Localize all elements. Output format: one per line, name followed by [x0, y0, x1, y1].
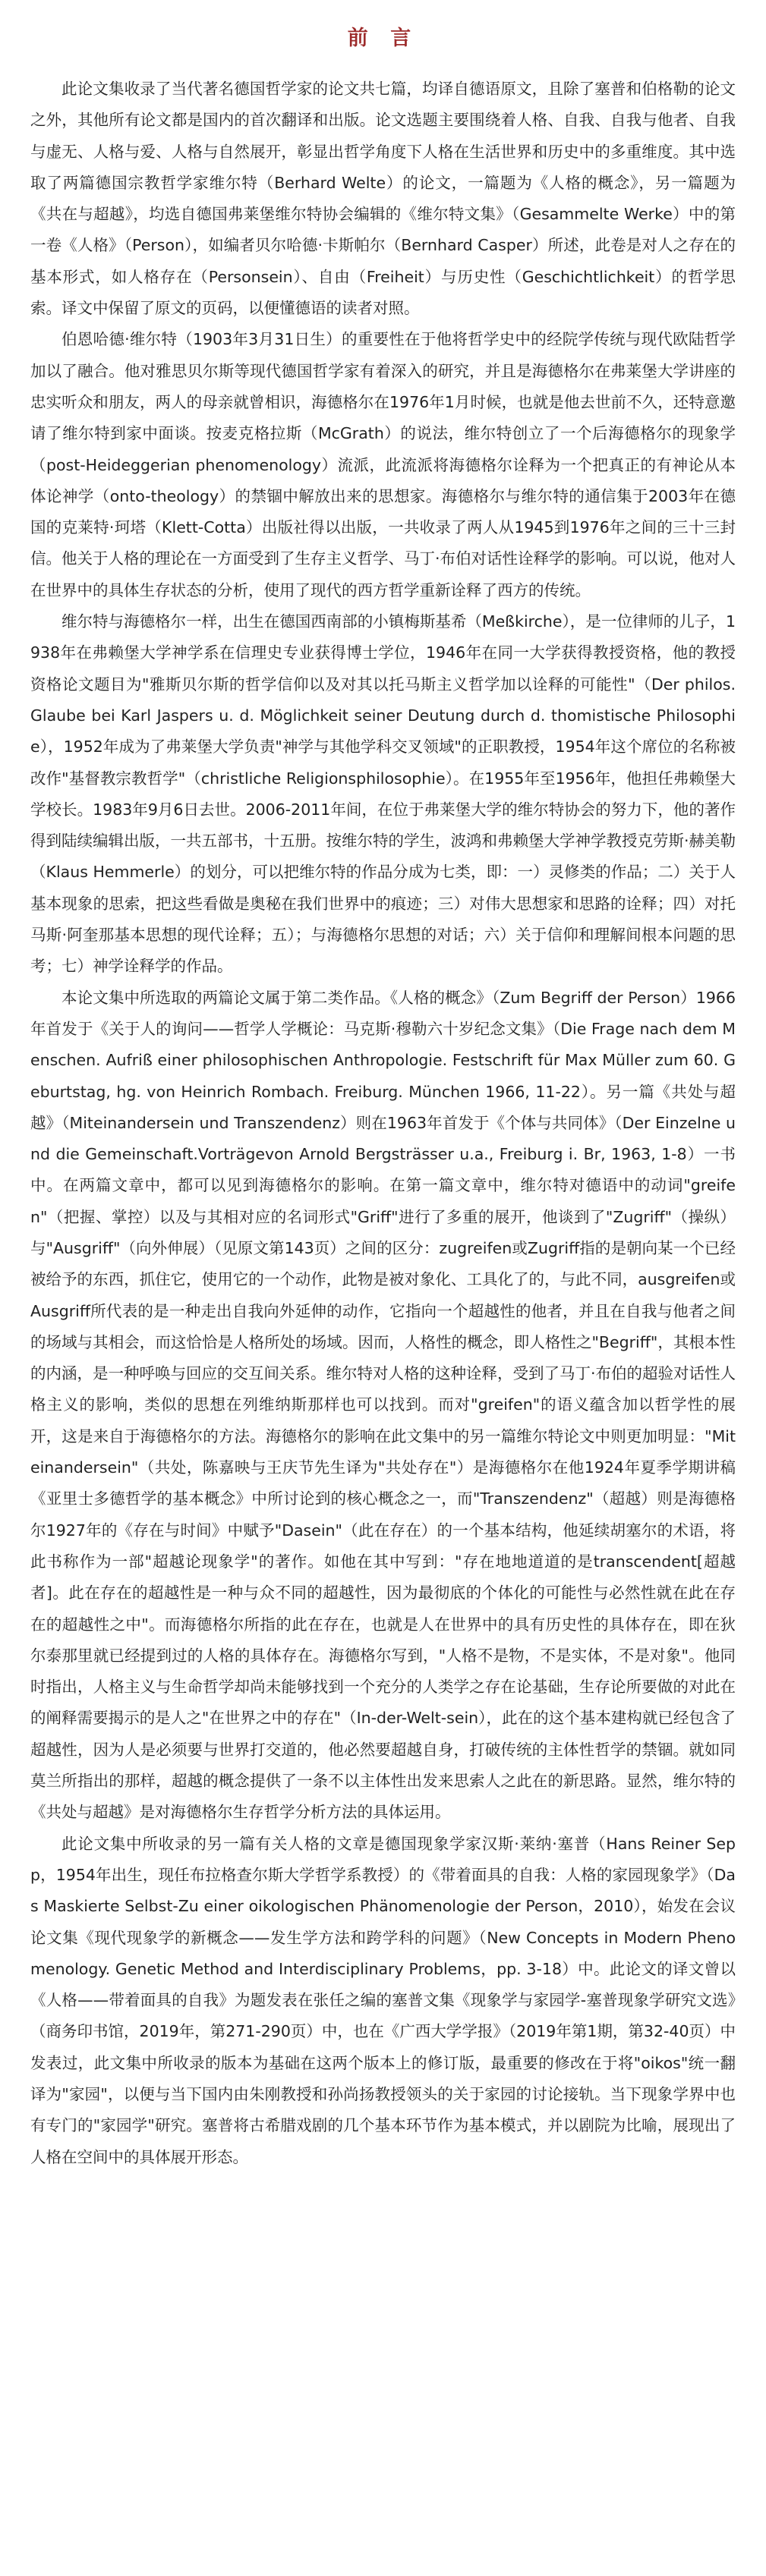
preface-body — [30, 74, 736, 2173]
page-title: 前 言 — [347, 27, 419, 50]
paragraph-5: 此论文集中所收录的另一篇有关人格的文章是德国现象学家汉斯·莱纳·塞普（Hans Reiner Sepp，1954年出生，现任布拉格查尔斯大学哲学系教授）的《带着面具的自我：人格的家园现象学》（Das Maskierte Selbst-Zu einer oikologischen Phänomenologie der Person，2010），始发在会议论文集《现代现象学的新概念——发生学方法和跨学科的问题》（New Concepts in Modern Phenomenology. Genetic Method and Interdisciplinary Problems，pp. 3-18）中。此论文的译文曾以《人格——带着面具的自我》为题发表在张任之编的塞普文集《现象学与家园学-塞普现象学研究文选》（商务印书馆，2019年，第271-290页）中，也在《广西大学学报》（2019年第1期，第32-40页）中发表过，此文集中所收录的版本为基础在这两个版本上的修订版，最重要的修改在于将"oikos"统一翻译为"家园"，以便与当下国内由朱刚教授和孙尚扬教授领头的关于家园的讨论接轨。当下现象学界中也有专门的"家园学"研究。塞普将古希腊戏剧的几个基本环节作为基本模式，并以剧院为比喻，展现出了人格在空间中的具体展开形态。 — [30, 1834, 736, 2166]
paragraph-4: 本论文集中所选取的两篇论文属于第二类作品。《人格的概念》（Zum Begriff der Person）1966年首发于《关于人的询问——哲学人学概论：马克斯·穆勒六十岁纪念文集》（Die Frage nach dem Menschen. Aufriß einer philosophischen Anthropologie. Festschrift für Max Müller zum 60. Geburtstag, hg. von Heinrich Rombach. Freiburg. München 1966, 11-22）。另一篇《共处与超越》（Miteinandersein und Transzendenz）则在1963年首发于《个体与共同体》（Der Einzelne und die Gemeinschaft.Vorträgevon Arnold Bergsträsser u.a., Freiburg i. Br, 1963, 1-8）一书中。在两篇文章中，都可以见到海德格尔的影响。在第一篇文章中，维尔特对德语中的动词"greifen"（把握、掌控）以及与其相对应的名词形式"Griff"进行了多重的展开，他谈到了"Zugriff"（操纵）与"Ausgriff"（向外伸展）（见原文第143页）之间的区分：zugreifen或Zugriff指的是朝向某一个已经被给予的东西，抓住它，使用它的一个动作，此物是被对象化、工具化了的，与此不同，ausgreifen或Ausgriff所代表的是一种走出自我向外延伸的动作，它指向一个超越性的他者，并且在自我与他者之间的场域与其相会，而这恰恰是人格所处的场域。因而，人格性的概念，即人格性之"Begriff"，其根本性的内涵，是一种呼唤与回应的交互间关系。维尔特对人格的这种诠释，受到了马丁·布伯的超验对话性人格主义的影响，类似的思想在列维纳斯那样也可以找到。而对"greifen"的语义蕴含加以哲学性的展开，这是来自于海德格尔的方法。海德格尔的影响在此文集中的另一篇维尔特论文中则更加明显："Miteinandersein"（共处，陈嘉映与王庆节先生译为"共处存在"）是海德格尔在他1924年夏季学期讲稿《亚里士多德哲学的基本概念》中所讨论到的核心概念之一，而"Transzendenz"（超越）则是海德格尔1927年的《存在与时间》中赋予"Dasein"（此在存在）的一个基本结构，他延续胡塞尔的术语，将此书称作为一部"超越论现象学"的著作。如他在其中写到："存在地地道道的是transcendent[超越者]。此在存在的超越性是一种与众不同的超越性，因为最彻底的个体化的可能性与必然性就在此在存在的超越性之中"。而海德格尔所指的此在存在，也就是人在世界中的具有历史性的具体存在，即在狄尔泰那里就已经提到过的人格的具体存在。海德格尔写到，"人格不是物，不是实体，不是对象"。他同时指出，人格主义与生命哲学却尚未能够找到一个充分的人类学之存在论基础，生存论所要做的对此在的阐释需要揭示的是人之"在世界之中的存在"（In-der-Welt-sein），此在的这个基本建构就已经包含了超越性，因为人是必须要与世界打交道的，他必然要超越自身，打破传统的主体性哲学的禁锢。就如同莫兰所指出的那样，超越的概念提供了一条不以主体性出发来思索人之此在的新思路。显然，维尔特的《共处与超越》是对海德格尔生存哲学分析方法的具体运用。 — [30, 988, 736, 1822]
paragraph-2: 伯恩哈德·维尔特（1903年3月31日生）的重要性在于他将哲学史中的经院学传统与现代欧陆哲学加以了融合。他对雅思贝尔斯等现代德国哲学家有着深入的研究，并且是海德格尔在弗莱堡大学讲座的忠实听众和朋友，两人的母亲就曾相识，海德格尔在1976年1月时候，也就是他去世前不久，还特意邀请了维尔特到家中面谈。按麦克格拉斯（McGrath）的说法，维尔特创立了一个后海德格尔的现象学（post-Heideggerian phenomenology）流派，此流派将海德格尔诠释为一个把真正的有神论从本体论神学（onto-theology）的禁锢中解放出来的思想家。海德格尔与维尔特的通信集于2003年在德国的克莱特·珂塔（Klett-Cotta）出版社得以出版，一共收录了两人从1945到1976年之间的三十三封信。他关于人格的理论在一方面受到了生存主义哲学、马丁·布伯对话性诠释学的影响。可以说，他对人在世界中的具体生存状态的分析，使用了现代的西方哲学重新诠释了西方的传统。 — [30, 330, 736, 599]
paragraph-1: 此论文集收录了当代著名德国哲学家的论文共七篇，均译自德语原文，且除了塞普和伯格勒的论文之外，其他所有论文都是国内的首次翻译和出版。论文选题主要围绕着人格、自我、自我与他者、自我与虚无、人格与爱、人格与自然展开，彰显出哲学角度下人格在生活世界和历史中的多重维度。其中选取了两篇德国宗教哲学家维尔特（Berhard Welte）的论文，一篇题为《人格的概念》，另一篇题为《共在与超越》，均选自德国弗莱堡维尔特协会编辑的《维尔特文集》（Gesammelte Werke）中的第一卷《人格》（Person），如编者贝尔哈德·卡斯帕尔（Bernhard Casper）所述，此卷是对人之存在的基本形式，如人格存在（Personsein）、自由（Freiheit）与历史性（Geschichtlichkeit）的哲学思索。译文中保留了原文的页码，以便懂德语的读者对照。 — [30, 80, 736, 318]
paragraph-3: 维尔特与海德格尔一样，出生在德国西南部的小镇梅斯基希（Meßkirche），是一位律师的儿子，1938年在弗赖堡大学神学系在信理史专业获得博士学位，1946年在同一大学获得教授资格，他的教授资格论文题目为"雅斯贝尔斯的哲学信仰以及对其以托马斯主义哲学加以诠释的可能性"（Der philos. Glaube bei Karl Jaspers u. d. Möglichkeit seiner Deutung durch d. thomistische Philosophie），1952年成为了弗莱堡大学负责"神学与其他学科交叉领域"的正职教授，1954年这个席位的名称被改作"基督教宗教哲学"（christliche Religionsphilosophie）。在1955年至1956年，他担任弗赖堡大学校长。1983年9月6日去世。2006-2011年间，在位于弗莱堡大学的维尔特协会的努力下，他的著作得到陆续编辑出版，一共五部书，十五册。按维尔特的学生，波鸿和弗赖堡大学神学教授克劳斯·赫美勒（Klaus Hemmerle）的划分，可以把维尔特的作品分成为七类，即：一）灵修类的作品；二）关于人基本现象的思索，把这些看做是奥秘在我们世界中的痕迹；三）对伟大思想家和思路的诠释；四）对托马斯·阿奎那基本思想的现代诠释；五）；与海德格尔思想的对话；六）关于信仰和理解间根本问题的思考；七）神学诠释学的作品。 — [30, 612, 736, 976]
